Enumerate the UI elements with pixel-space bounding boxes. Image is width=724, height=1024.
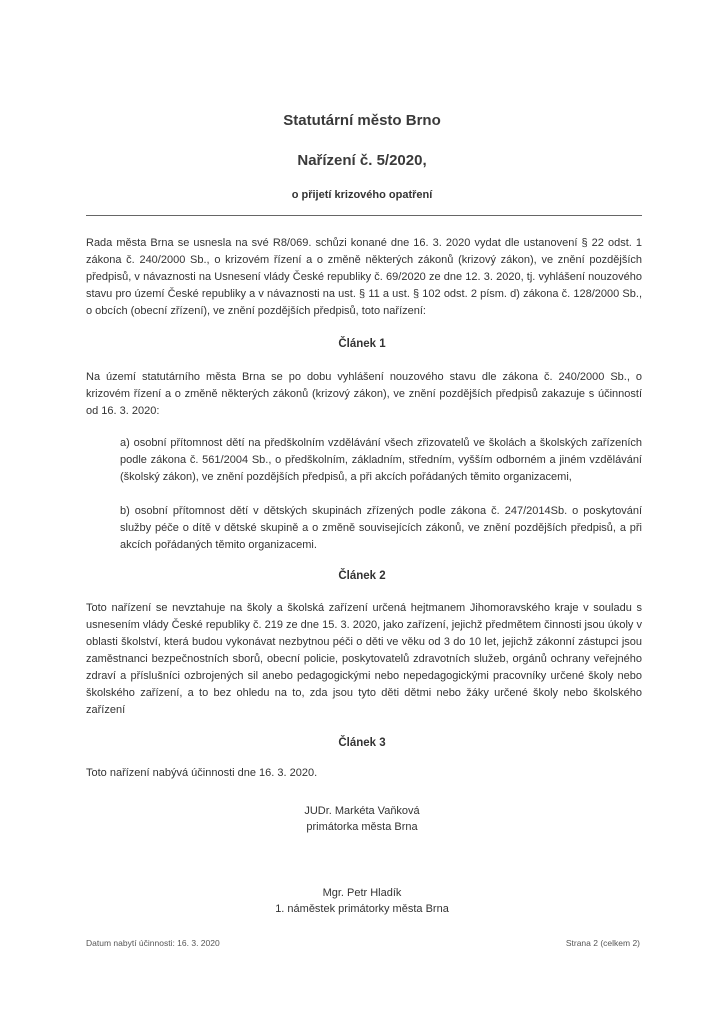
- preamble: Rada města Brna se usnesla na své R8/069. schůzi konané dne 16. 3. 2020 vydat dle ustanovení § 22 odst. 1 zákona č. 240/2000 Sb., o krizovém řízení a o změně některých zákonů (krizový zákon), ve znění pozdějších předpisů, v návaznosti na Usnesení vlády České republiky č. 69/2020 ze dne 12. 3. 2020, tj. vyhlášení nouzového stavu pro území České republiky a v návaznosti na ust. § 11 a ust. § 102 odst. 2 písm. d) zákona č. 128/2000 Sb., o obcích (obecní zřízení), ve znění pozdějších předpisů, toto nařízení:: [86, 237, 642, 317]
- article-1-intro: Na území statutárního města Brna se po dobu vyhlášení nouzového stavu dle zákona č. 240/2000 Sb., o krizovém řízení a o změně některých zákonů (krizový zákon), ve znění pozdějších předpisů zakazuje s účinností od 16. 3. 2020:: [86, 371, 642, 417]
- article-3-heading: Článek 3: [338, 737, 386, 749]
- signatory-name: Mgr. Petr Hladík: [322, 887, 402, 899]
- footer-page-number: Strana 2 (celkem 2): [565, 938, 640, 948]
- city-title: Statutární město Brno: [283, 112, 441, 129]
- signature-block-mayor: [0, 803, 724, 835]
- article-2-text: Toto nařízení se nevztahuje na školy a školská zařízení určená hejtmanem Jihomoravského kraje v souladu s usnesením vlády České republiky č. 219 ze dne 15. 3. 2020, jako zařízení, jejichž předmětem činnosti jsou úkoly v oblasti školství, která budou vykonávat nezbytnou péči o děti ve věku od 3 do 10 let, jejichž zákonní zástupci jsou zaměstnanci bezpečnostních sborů, obecní policie, poskytovatelů zdravotních služeb, orgánů ochrany veřejného zdraví a příslušníci ozbrojených sil anebo pedagogickými nebo nepedagogickými pracovníky určené školy nebo školského zařízení, a to bez ohledu na to, zda jsou tyto děti dětmi nebo žáky určené školy nebo školského zařízení: [86, 602, 642, 716]
- article-1-item-b: b) osobní přítomnost dětí v dětských skupinách zřízených podle zákona č. 247/2014Sb. o poskytování služby péče o dítě v dětské skupině a o změně souvisejících zákonů, ve znění pozdějších předpisů, a při akcích pořádaných těmito organizacemi.: [120, 505, 642, 551]
- signatory-role: 1. náměstek primátorky města Brna: [275, 903, 449, 915]
- article-1-item-a: a) osobní přítomnost dětí na předškolním vzdělávání všech zřizovatelů ve školách a školských zařízeních podle zákona č. 561/2004 Sb., o předškolním, základním, středním, vyšším odborném a jiném vzdělávání (školský zákon), ve znění pozdějších předpisů, a při akcích pořádaných těmito organizacemi,: [120, 437, 642, 483]
- regulation-subject: o přijetí krizového opatření: [291, 189, 433, 201]
- regulation-number: Nařízení č. 5/2020,: [297, 152, 427, 169]
- header-divider: [86, 215, 642, 216]
- article-3-text: Toto nařízení nabývá účinnosti dne 16. 3. 2020.: [86, 767, 318, 779]
- footer-effective-date: Datum nabytí účinnosti: 16. 3. 2020: [86, 938, 220, 948]
- article-1-heading: Článek 1: [338, 338, 386, 350]
- signatory-name: JUDr. Markéta Vaňková: [304, 805, 420, 817]
- signatory-role: primátorka města Brna: [306, 821, 418, 833]
- signature-block-deputy: [0, 885, 724, 917]
- article-2-heading: Článek 2: [338, 570, 386, 582]
